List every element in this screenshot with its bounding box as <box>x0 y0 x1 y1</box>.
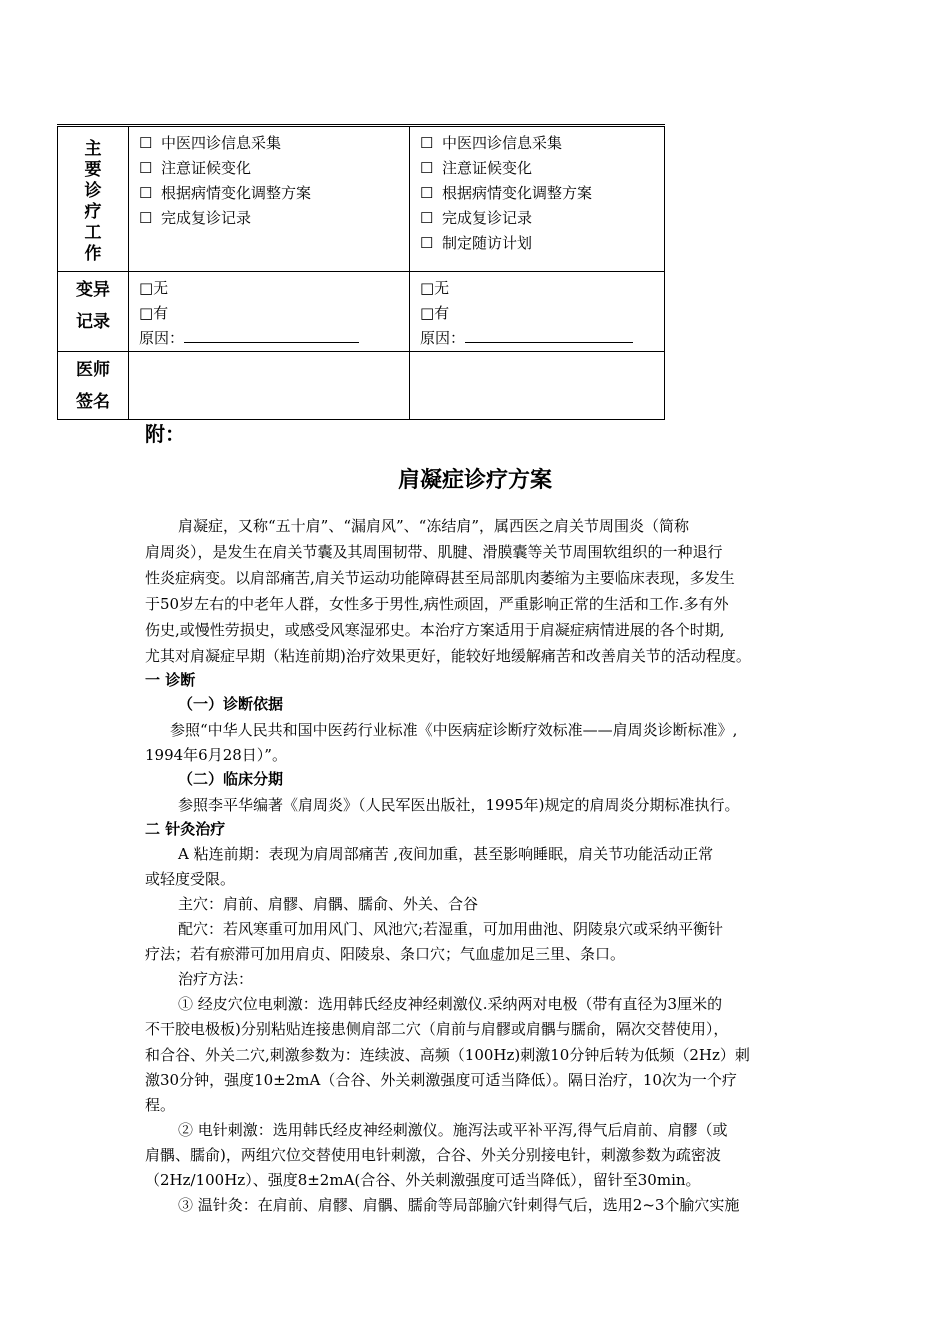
checkbox-icon[interactable]: ☐ <box>420 184 434 202</box>
checkbox-icon[interactable]: ☐ <box>139 159 153 177</box>
reason-label: 原因： <box>139 329 185 347</box>
table-row-signature <box>58 352 665 420</box>
paragraph-line: 配穴：若风寒重可加用风门、风池穴;若湿重，可加用曲池、阴陵泉穴或采纳平衡针 <box>178 920 724 938</box>
checkbox-icon[interactable]: ☐ <box>420 134 434 152</box>
paragraph-line: 主穴：肩前、肩髎、肩髃、臑俞、外关、合谷 <box>178 895 479 913</box>
checklist-item[interactable]: ☐ 注意证候变化 <box>420 156 656 181</box>
checklist-item[interactable]: ☐ 根据病情变化调整方案 <box>139 181 401 206</box>
variance-left-cell <box>129 272 410 352</box>
paragraph-line: 和合谷、外关二穴,刺激参数为：连续波、高频（100Hz)刺激10分钟后转为低频（2Hz）刺 <box>145 1046 750 1064</box>
paragraph-line: A 粘连前期：表现为肩周部痛苦 ,夜间加重，甚至影响睡眠，肩关节功能活动正常 <box>178 845 714 863</box>
checkbox-icon[interactable]: ☐ <box>139 134 153 152</box>
option-yes[interactable]: □有 <box>139 304 169 322</box>
main-work-left-cell <box>129 126 410 272</box>
paragraph-line: 性炎症病变。以肩部痛苦,肩关节运动功能障碍甚至局部肌肉萎缩为主要临床表现，多发生 <box>145 569 735 587</box>
signature-left-cell[interactable] <box>129 352 410 420</box>
option-none[interactable]: □无 <box>420 279 450 297</box>
subsection-heading: （二）临床分期 <box>178 770 284 788</box>
checklist-item[interactable]: ☐ 完成复诊记录 <box>420 206 656 231</box>
reason-input[interactable] <box>184 328 359 343</box>
main-work-right-cell <box>410 126 665 272</box>
paragraph-line: ③ 温针灸：在肩前、肩髎、肩髃、臑俞等局部腧穴针刺得气后，选用2~3个腧穴实施 <box>178 1196 740 1214</box>
option-yes[interactable]: □有 <box>420 304 450 322</box>
subsection-heading: （一）诊断依据 <box>178 695 284 713</box>
table-row-main-work <box>58 126 665 272</box>
header-main-work: 主 要 诊 疗 工 作 <box>58 126 129 272</box>
section-heading: 一 诊断 <box>145 671 196 689</box>
checklist-item[interactable]: ☐ 中医四诊信息采集 <box>420 131 656 156</box>
option-none[interactable]: □无 <box>139 279 169 297</box>
checkbox-icon[interactable]: ☐ <box>420 159 434 177</box>
paragraph-line: 参照李平华编著《肩周炎》（人民军医出版社，1995年)规定的肩周炎分期标准执行。 <box>178 796 740 814</box>
checklist-item[interactable]: ☐ 根据病情变化调整方案 <box>420 181 656 206</box>
checkbox-icon[interactable]: ☐ <box>420 209 434 227</box>
paragraph-line: 尤其对肩凝症早期（粘连前期)治疗效果更好，能较好地缓解痛苦和改善肩关节的活动程度。 <box>145 647 751 665</box>
table-row-variance <box>58 272 665 352</box>
paragraph-line: 参照“中华人民共和国中医药行业标准《中医病症诊断疗效标准——肩周炎诊断标准》, <box>170 721 738 739</box>
paragraph-line: 激30分钟，强度10±2mA（合谷、外关刺激强度可适当降低）。隔日治疗，10次为一个疗 <box>145 1071 737 1089</box>
paragraph-line: （2Hz/100Hz）、强度8±2mA(合谷、外关刺激强度可适当降低），留针至30min。 <box>145 1171 701 1189</box>
paragraph-line: 疗法；若有瘀滞可加用肩贞、阳陵泉、条口穴；气血虚加足三里、条口。 <box>145 945 626 963</box>
paragraph-line: 肩髃、臑俞)，两组穴位交替使用电针刺激，合谷、外关分别接电针，刺激参数为疏密波 <box>145 1146 721 1164</box>
checklist-item[interactable]: ☐ 制定随访计划 <box>420 231 656 256</box>
paragraph-line: 肩凝症，又称“五十肩”、“漏肩风”、“冻结肩”，属西医之肩关节周围炎（简称 <box>178 517 690 535</box>
header-signature: 医师 签名 <box>58 352 129 420</box>
paragraph-line: 程。 <box>145 1096 176 1114</box>
checkbox-icon[interactable]: ☐ <box>420 234 434 252</box>
signature-right-cell[interactable] <box>410 352 665 420</box>
checkbox-icon[interactable]: ☐ <box>139 184 153 202</box>
document-title: 肩凝症诊疗方案 <box>397 468 552 493</box>
paragraph-line: 肩周炎），是发生在肩关节囊及其周围韧带、肌腱、滑膜囊等关节周围软组织的一种退行 <box>145 543 723 561</box>
paragraph-line: 于50岁左右的中老年人群，女性多于男性,病性顽固，严重影响正常的生活和工作.多有外 <box>145 595 729 613</box>
paragraph-line: 不干胶电极板)分别粘贴连接患侧肩部二穴（肩前与肩髎或肩髃与臑俞，隔次交替使用）， <box>145 1020 729 1038</box>
checklist-item[interactable]: ☐ 完成复诊记录 <box>139 206 401 231</box>
header-variance: 变异 记录 <box>58 272 129 352</box>
appendix-label: 附： <box>145 422 185 446</box>
paragraph-line: ① 经皮穴位电刺激：选用韩氏经皮神经刺激仪.采纳两对电极（带有直径为3厘米的 <box>178 995 723 1013</box>
paragraph-line: 治疗方法： <box>178 970 254 988</box>
checklist-item[interactable]: ☐ 中医四诊信息采集 <box>139 131 401 156</box>
checkbox-icon[interactable]: ☐ <box>139 209 153 227</box>
paragraph-line: ② 电针刺激：选用韩氏经皮神经刺激仪。施泻法或平补平泻,得气后肩前、肩髎（或 <box>178 1121 728 1139</box>
reason-input[interactable] <box>465 328 633 343</box>
reason-label: 原因： <box>420 329 466 347</box>
checklist-item[interactable]: ☐ 注意证候变化 <box>139 156 401 181</box>
paragraph-line: 1994年6月28日）”。 <box>145 746 287 764</box>
clinical-pathway-table <box>57 124 665 420</box>
variance-right-cell <box>410 272 665 352</box>
section-heading: 二 针灸治疗 <box>145 820 226 838</box>
paragraph-line: 或轻度受限。 <box>145 870 236 888</box>
paragraph-line: 伤史,或慢性劳损史，或感受风寒湿邪史。本治疗方案适用于肩凝症病情进展的各个时期, <box>145 621 725 639</box>
